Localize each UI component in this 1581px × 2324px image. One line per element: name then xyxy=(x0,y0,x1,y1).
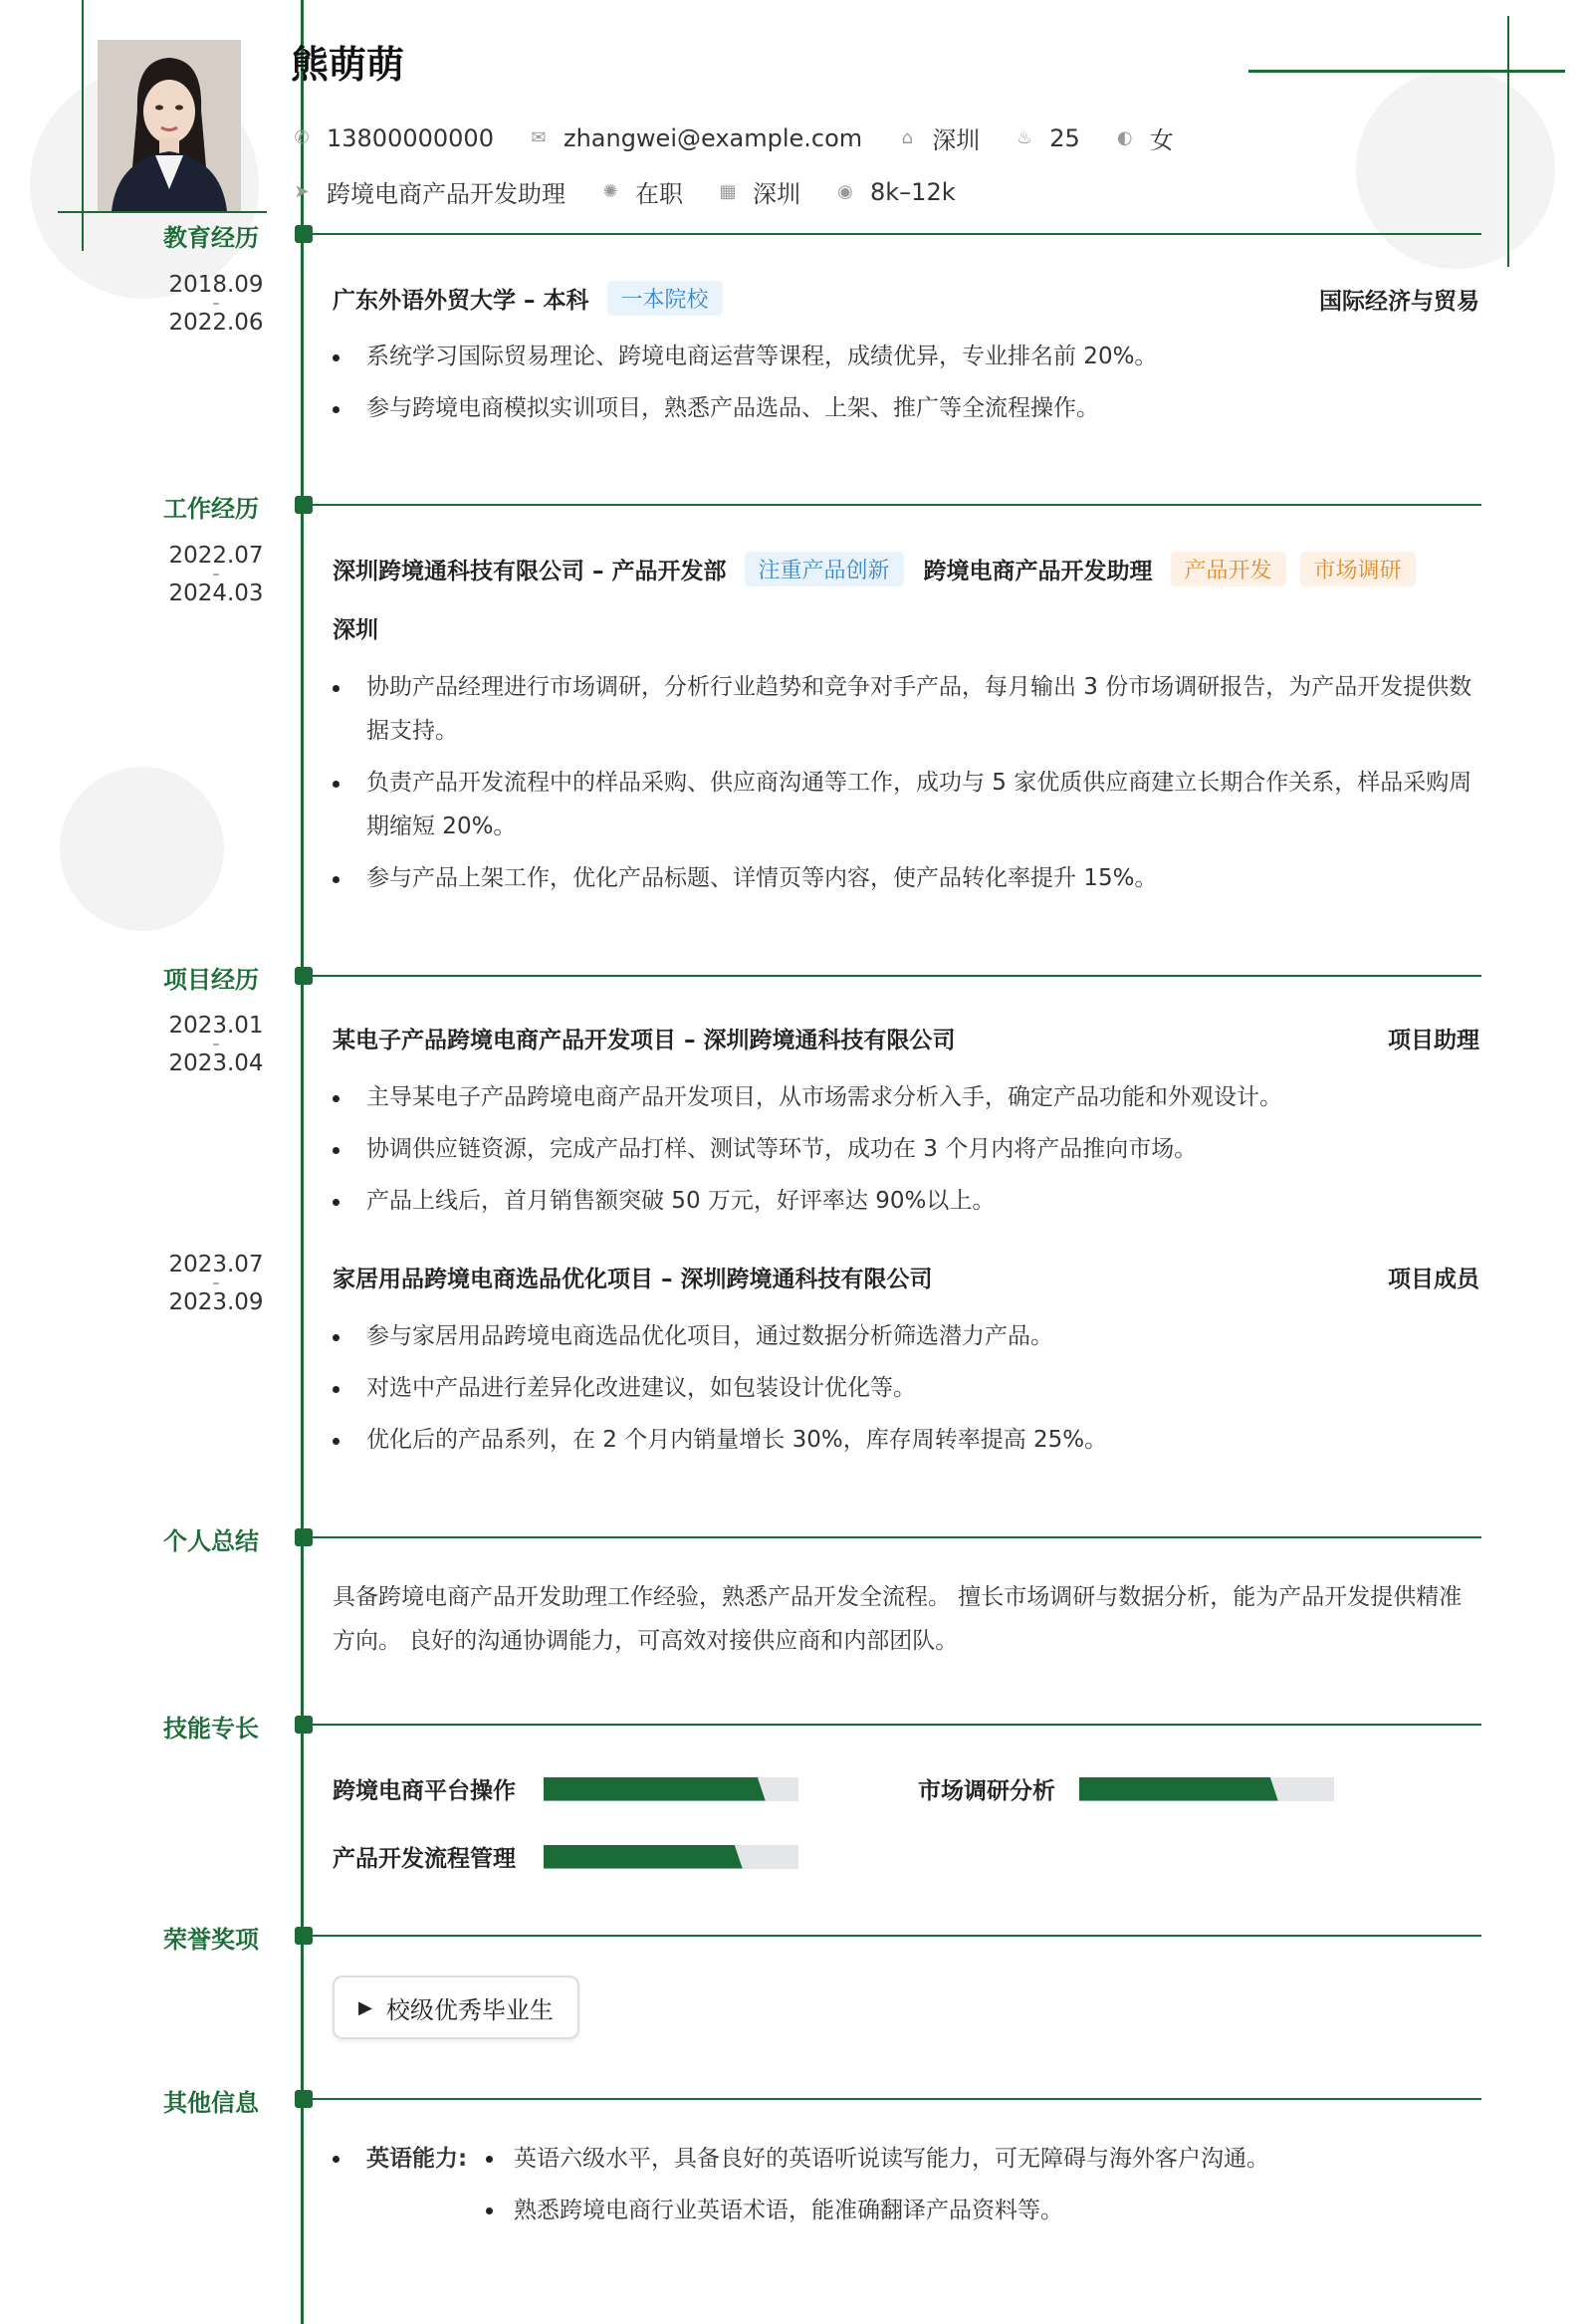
education-date-dash: – xyxy=(212,296,220,312)
decor-line-top-left-horizontal xyxy=(58,211,267,213)
target-city-text: 深圳 xyxy=(753,180,800,208)
project-2-date-dash: – xyxy=(212,1276,220,1291)
education-date xyxy=(149,273,283,335)
education-end-date: 2022.06 xyxy=(168,310,264,336)
summary-text: 具备跨境电商产品开发助理工作经验，熟悉产品开发全流程。 擅长市场调研与数据分析，能为产品开发提供精准方向。 良好的沟通协调能力，可高效对接供应商和内部团队。 xyxy=(333,1584,1463,1654)
work-section-rule xyxy=(311,504,1481,506)
status-icon: ✺ xyxy=(602,180,618,202)
gender-icon: ◐ xyxy=(1116,126,1133,148)
email-text[interactable]: zhangwei@example.com xyxy=(563,123,863,152)
status-text: 在职 xyxy=(635,180,683,208)
education-school xyxy=(333,281,723,316)
list-item: 系统学习国际贸易理论、跨境电商运营等课程，成绩优异，专业排名前 20%。 xyxy=(333,335,1477,378)
work-end-date: 2024.03 xyxy=(168,581,264,606)
avatar-photo xyxy=(98,40,241,211)
list-item: 参与家居用品跨境电商选品优化项目，通过数据分析筛选潜力产品。 xyxy=(333,1314,1477,1358)
project-2-role: 项目成员 xyxy=(1388,1267,1479,1292)
skill-item xyxy=(918,1772,1334,1805)
project-1-name: 某电子产品跨境电商产品开发项目 – 深圳跨境通科技有限公司 xyxy=(333,1028,956,1053)
project-2-end-date: 2023.09 xyxy=(168,1289,264,1315)
contact-age xyxy=(1014,124,1080,152)
work-date xyxy=(149,544,283,605)
work-city: 深圳 xyxy=(333,617,378,643)
list-item: 产品上线后，首月销售额突破 50 万元，好评率达 90%以上。 xyxy=(333,1179,1477,1223)
building-icon: ▦ xyxy=(719,180,737,202)
phone-icon: ✆ xyxy=(294,126,310,148)
education-school-name: 广东外语外贸大学 – 本科 xyxy=(333,288,589,314)
project-1-date xyxy=(149,1014,283,1075)
city-text: 深圳 xyxy=(932,126,981,154)
work-company: 深圳跨境通科技有限公司 – 产品开发部 xyxy=(333,559,727,584)
skill-bar-fill xyxy=(544,1845,743,1869)
other-line-text: 英语六级水平，具备良好的英语听说读写能力，可无障碍与海外客户沟通。 xyxy=(514,2146,1269,2172)
bullet-marker xyxy=(482,2185,514,2236)
salary-text: 8k–12k xyxy=(870,177,956,206)
cake-icon: ♨ xyxy=(1016,126,1033,148)
phone-text: 13800000000 xyxy=(327,123,494,152)
intention-city xyxy=(717,174,800,209)
play-icon: ▶ xyxy=(358,1996,372,2018)
timeline-spine xyxy=(301,0,304,2324)
projects-section-title: 项目经历 xyxy=(163,966,259,994)
salary-icon: ◉ xyxy=(837,180,853,202)
awards-section-title: 荣誉奖项 xyxy=(163,1926,259,1954)
project-2-start-date: 2023.07 xyxy=(168,1252,264,1278)
awards-section-rule xyxy=(311,1935,1481,1937)
projects-section-rule xyxy=(311,975,1481,977)
age-text: 25 xyxy=(1049,123,1080,152)
project-1-end-date: 2023.04 xyxy=(168,1050,264,1076)
work-section-title: 工作经历 xyxy=(163,495,259,523)
work-role-tag: 产品开发 xyxy=(1171,552,1286,586)
project-1-bullets xyxy=(333,1075,1477,1231)
skill-bar xyxy=(544,1777,798,1801)
work-start-date: 2022.07 xyxy=(168,543,264,569)
skill-item xyxy=(333,1772,798,1805)
education-section-title: 教育经历 xyxy=(163,224,259,252)
skill-label: 跨境电商平台操作 xyxy=(333,1778,516,1804)
other-section-rule xyxy=(311,2098,1481,2100)
project-2-name: 家居用品跨境电商选品优化项目 – 深圳跨境通科技有限公司 xyxy=(333,1267,933,1292)
list-item: 优化后的产品系列，在 2 个月内销量增长 30%，库存周转率提高 25%。 xyxy=(333,1418,1477,1462)
list-item: 参与跨境电商模拟实训项目，熟悉产品选品、上架、推广等全流程操作。 xyxy=(333,386,1477,430)
skill-item xyxy=(333,1840,798,1873)
contact-email[interactable] xyxy=(528,124,862,152)
education-school-tag: 一本院校 xyxy=(607,281,723,316)
award-item[interactable] xyxy=(333,1975,579,2039)
award-label: 校级优秀毕业生 xyxy=(385,1995,554,2024)
project-2-bullets xyxy=(333,1314,1477,1470)
skills-section-title: 技能专长 xyxy=(163,1715,259,1743)
decor-line-top-right-vertical xyxy=(1507,16,1509,267)
list-item: 负责产品开发流程中的样品采购、供应商沟通等工作，成功与 5 家优质供应商建立长期合作关系，样品采购周期缩短 20%。 xyxy=(333,761,1477,848)
other-info xyxy=(333,2133,1269,2236)
bullet-marker xyxy=(482,2133,514,2185)
home-icon: ⌂ xyxy=(901,126,913,148)
contact-row xyxy=(291,120,1208,155)
summary-section-rule xyxy=(311,1536,1481,1538)
work-role-tag: 市场调研 xyxy=(1300,552,1416,586)
skill-label: 产品开发流程管理 xyxy=(333,1846,516,1872)
other-label: 英语能力: xyxy=(366,2146,468,2172)
contact-phone xyxy=(291,124,494,152)
list-item: 对选中产品进行差异化改进建议，如包装设计优化等。 xyxy=(333,1366,1477,1410)
summary-section-title: 个人总结 xyxy=(163,1527,259,1555)
mail-icon: ✉ xyxy=(531,126,547,148)
list-item: 主导某电子产品跨境电商产品开发项目，从市场需求分析入手，确定产品功能和外观设计。 xyxy=(333,1075,1477,1119)
other-line-text: 熟悉跨境电商行业英语术语，能准确翻译产品资料等。 xyxy=(514,2198,1063,2223)
skill-bar xyxy=(544,1845,798,1869)
intention-status xyxy=(599,174,683,209)
list-item: 协助产品经理进行市场调研，分析行业趋势和竞争对手产品，每月输出 3 份市场调研报告，为产品开发提供数据支持。 xyxy=(333,665,1477,753)
work-date-dash: – xyxy=(212,567,220,582)
work-heading xyxy=(333,552,1416,586)
other-line xyxy=(333,2133,1269,2185)
intention-row xyxy=(291,174,990,209)
skill-bar-fill xyxy=(1079,1777,1278,1801)
contact-city xyxy=(896,120,980,155)
work-company-tag: 注重产品创新 xyxy=(745,552,904,586)
project-1-role: 项目助理 xyxy=(1388,1028,1479,1053)
send-icon: ➤ xyxy=(294,180,310,202)
list-item: 参与产品上架工作，优化产品标题、详情页等内容，使产品转化率提升 15%。 xyxy=(333,856,1477,900)
intention-salary xyxy=(834,178,956,206)
contact-gender xyxy=(1114,120,1174,155)
bullet-marker xyxy=(333,2133,366,2185)
indent-spacer xyxy=(333,2185,482,2236)
skills-section-rule xyxy=(311,1724,1481,1726)
candidate-name: 熊萌萌 xyxy=(291,43,405,87)
project-1-start-date: 2023.01 xyxy=(168,1013,264,1039)
other-line xyxy=(333,2185,1269,2236)
position-text: 跨境电商产品开发助理 xyxy=(327,180,565,208)
work-bullets xyxy=(333,665,1477,908)
skill-bar-fill xyxy=(544,1777,766,1801)
skill-bar xyxy=(1079,1777,1334,1801)
project-2-date xyxy=(149,1253,283,1314)
decor-circle-top-right xyxy=(1356,70,1555,269)
work-role: 跨境电商产品开发助理 xyxy=(923,559,1153,584)
education-major: 国际经济与贸易 xyxy=(1319,289,1479,315)
skill-label: 市场调研分析 xyxy=(918,1778,1055,1804)
decor-circle-mid-left xyxy=(60,767,224,931)
education-start-date: 2018.09 xyxy=(168,272,264,298)
education-section-rule xyxy=(311,233,1481,235)
intention-position xyxy=(291,174,565,209)
project-1-date-dash: – xyxy=(212,1037,220,1052)
decor-line-top-right-horizontal xyxy=(1248,70,1565,73)
decor-line-top-left-vertical xyxy=(82,0,84,251)
other-section-title: 其他信息 xyxy=(163,2089,259,2117)
gender-text: 女 xyxy=(1149,126,1174,154)
list-item: 协调供应链资源，完成产品打样、测试等环节，成功在 3 个月内将产品推向市场。 xyxy=(333,1127,1477,1171)
education-bullets xyxy=(333,335,1477,438)
